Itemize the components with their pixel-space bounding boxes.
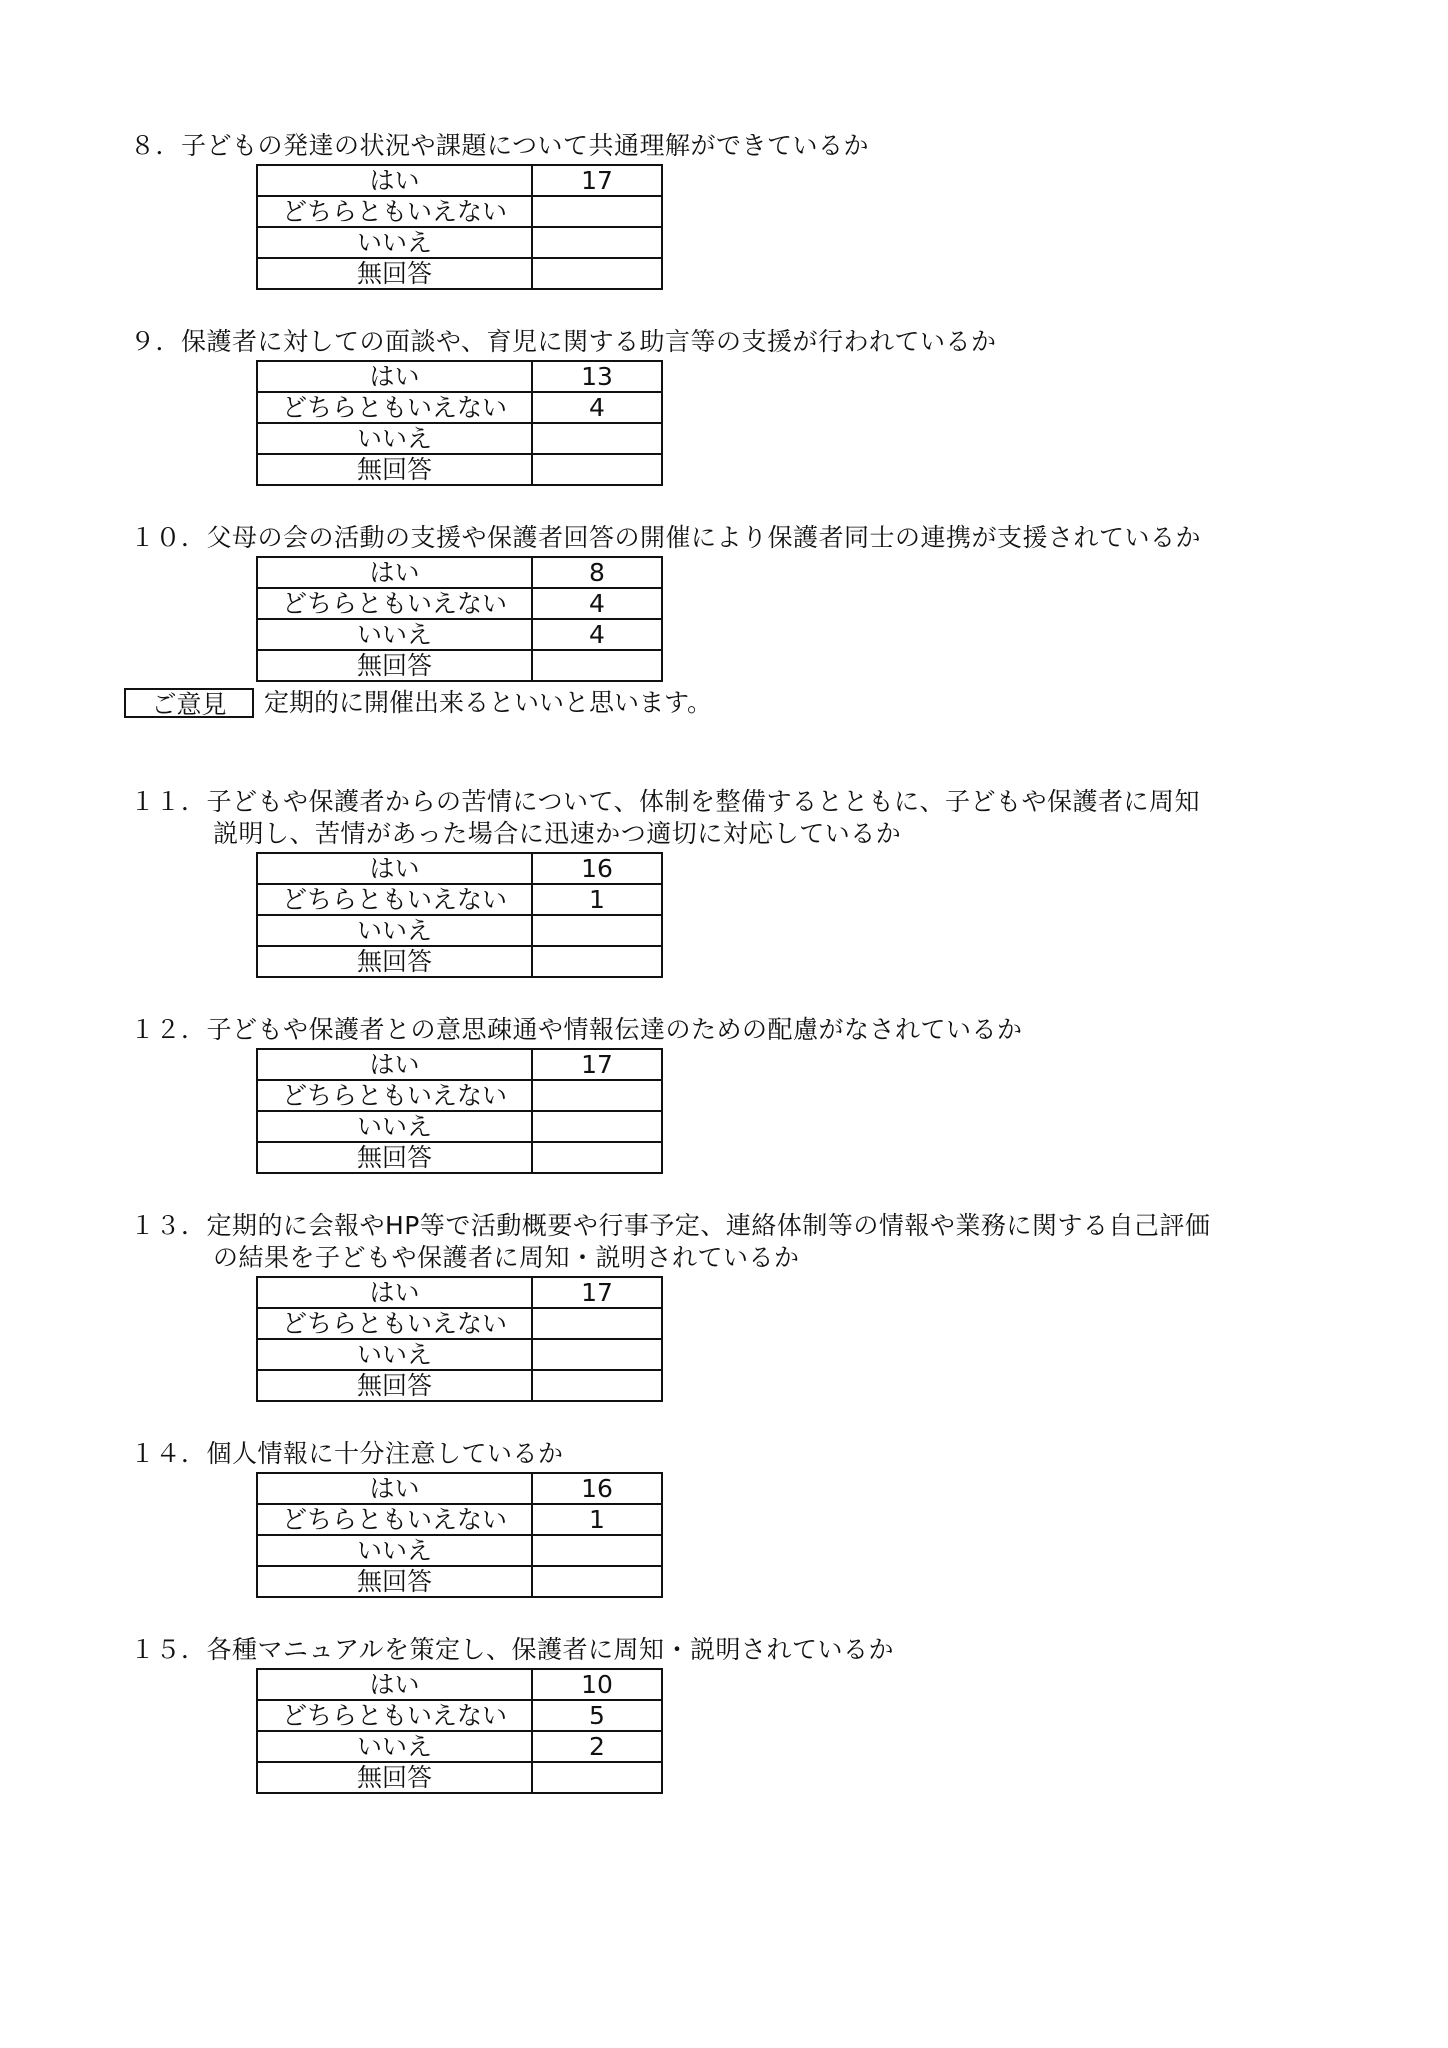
- count-yes: 16: [532, 853, 662, 884]
- label-no: いいえ: [257, 1535, 532, 1566]
- answer-table-q10: [256, 556, 663, 682]
- table-row: [257, 1535, 662, 1566]
- table-row: [257, 884, 662, 915]
- question-15-title: １５．各種マニュアルを策定し、保護者に周知・説明されているか: [130, 1635, 895, 1664]
- count-yes: 17: [532, 1277, 662, 1308]
- count-no: [532, 915, 662, 946]
- label-neutral: どちらともいえない: [257, 1504, 532, 1535]
- question-12-title: １２．子どもや保護者との意思疎通や情報伝達のための配慮がなされているか: [130, 1015, 1023, 1044]
- table-row: [257, 1111, 662, 1142]
- table-row: [257, 1473, 662, 1504]
- table-row: [257, 227, 662, 258]
- label-no-answer: 無回答: [257, 258, 532, 289]
- table-row: [257, 165, 662, 196]
- table-row: [257, 1504, 662, 1535]
- count-no-answer: [532, 258, 662, 289]
- label-no: いいえ: [257, 915, 532, 946]
- count-yes: 10: [532, 1669, 662, 1700]
- table-row: [257, 1142, 662, 1173]
- count-neutral: 4: [532, 588, 662, 619]
- table-row: [257, 1339, 662, 1370]
- count-yes: 16: [532, 1473, 662, 1504]
- label-no: いいえ: [257, 1731, 532, 1762]
- table-row: [257, 915, 662, 946]
- label-no-answer: 無回答: [257, 1566, 532, 1597]
- table-row: [257, 588, 662, 619]
- table-row: [257, 557, 662, 588]
- table-row: [257, 454, 662, 485]
- count-no-answer: [532, 946, 662, 977]
- count-no-answer: [532, 1566, 662, 1597]
- table-row: [257, 1566, 662, 1597]
- count-no: [532, 227, 662, 258]
- table-row: [257, 423, 662, 454]
- table-row: [257, 392, 662, 423]
- label-neutral: どちらともいえない: [257, 1080, 532, 1111]
- comment-label: ご意見: [124, 688, 254, 718]
- count-no: 2: [532, 1731, 662, 1762]
- label-no-answer: 無回答: [257, 650, 532, 681]
- table-row: [257, 1080, 662, 1111]
- label-neutral: どちらともいえない: [257, 1700, 532, 1731]
- label-no-answer: 無回答: [257, 1370, 532, 1401]
- count-no: [532, 1535, 662, 1566]
- comment-text: 定期的に開催出来るといいと思います。: [264, 688, 713, 717]
- count-yes: 17: [532, 1049, 662, 1080]
- count-neutral: 1: [532, 884, 662, 915]
- count-no-answer: [532, 1370, 662, 1401]
- label-yes: はい: [257, 1473, 532, 1504]
- table-row: [257, 853, 662, 884]
- label-yes: はい: [257, 557, 532, 588]
- count-no-answer: [532, 650, 662, 681]
- label-no: いいえ: [257, 1339, 532, 1370]
- label-neutral: どちらともいえない: [257, 196, 532, 227]
- label-no-answer: 無回答: [257, 946, 532, 977]
- table-row: [257, 196, 662, 227]
- answer-table-q14: [256, 1472, 663, 1598]
- count-neutral: [532, 1080, 662, 1111]
- label-neutral: どちらともいえない: [257, 1308, 532, 1339]
- table-row: [257, 1731, 662, 1762]
- answer-table-q12: [256, 1048, 663, 1174]
- label-neutral: どちらともいえない: [257, 884, 532, 915]
- count-neutral: 4: [532, 392, 662, 423]
- answer-table-q15: [256, 1668, 663, 1794]
- answer-table-q9: [256, 360, 663, 486]
- table-row: [257, 1049, 662, 1080]
- question-10-title: １０．父母の会の活動の支援や保護者回答の開催により保護者同士の連携が支援されているか: [130, 523, 1202, 552]
- label-no: いいえ: [257, 227, 532, 258]
- label-yes: はい: [257, 853, 532, 884]
- table-row: [257, 1762, 662, 1793]
- label-yes: はい: [257, 1049, 532, 1080]
- table-row: [257, 361, 662, 392]
- count-neutral: 5: [532, 1700, 662, 1731]
- count-no: 4: [532, 619, 662, 650]
- label-neutral: どちらともいえない: [257, 392, 532, 423]
- table-row: [257, 1700, 662, 1731]
- count-no: [532, 1111, 662, 1142]
- count-neutral: 1: [532, 1504, 662, 1535]
- table-row: [257, 258, 662, 289]
- label-no-answer: 無回答: [257, 454, 532, 485]
- table-row: [257, 946, 662, 977]
- table-row: [257, 1370, 662, 1401]
- label-no-answer: 無回答: [257, 1142, 532, 1173]
- label-no: いいえ: [257, 423, 532, 454]
- question-8-title: ８．子どもの発達の状況や課題について共通理解ができているか: [130, 131, 870, 160]
- table-row: [257, 1669, 662, 1700]
- label-yes: はい: [257, 165, 532, 196]
- question-9-title: ９．保護者に対しての面談や、育児に関する助言等の支援が行われているか: [130, 327, 997, 356]
- count-neutral: [532, 1308, 662, 1339]
- table-row: [257, 1277, 662, 1308]
- answer-table-q13: [256, 1276, 663, 1402]
- question-11-title: １１．子どもや保護者からの苦情について、体制を整備するとともに、子どもや保護者に周知 説明し、苦情があった場合に迅速かつ適切に対応しているか: [130, 787, 1201, 848]
- count-no-answer: [532, 1762, 662, 1793]
- table-row: [257, 619, 662, 650]
- label-yes: はい: [257, 361, 532, 392]
- label-no: いいえ: [257, 619, 532, 650]
- label-neutral: どちらともいえない: [257, 588, 532, 619]
- count-no-answer: [532, 454, 662, 485]
- answer-table-q11: [256, 852, 663, 978]
- label-yes: はい: [257, 1669, 532, 1700]
- label-no-answer: 無回答: [257, 1762, 532, 1793]
- question-13-title: １３．定期的に会報やHP等で活動概要や行事予定、連絡体制等の情報や業務に関する自己評価 の結果を子どもや保護者に周知・説明されているか: [130, 1211, 1211, 1272]
- count-yes: 8: [532, 557, 662, 588]
- label-yes: はい: [257, 1277, 532, 1308]
- count-yes: 17: [532, 165, 662, 196]
- question-14-title: １４．個人情報に十分注意しているか: [130, 1439, 564, 1468]
- answer-table-q8: [256, 164, 663, 290]
- count-no-answer: [532, 1142, 662, 1173]
- table-row: [257, 1308, 662, 1339]
- count-no: [532, 423, 662, 454]
- count-no: [532, 1339, 662, 1370]
- count-neutral: [532, 196, 662, 227]
- count-yes: 13: [532, 361, 662, 392]
- label-no: いいえ: [257, 1111, 532, 1142]
- table-row: [257, 650, 662, 681]
